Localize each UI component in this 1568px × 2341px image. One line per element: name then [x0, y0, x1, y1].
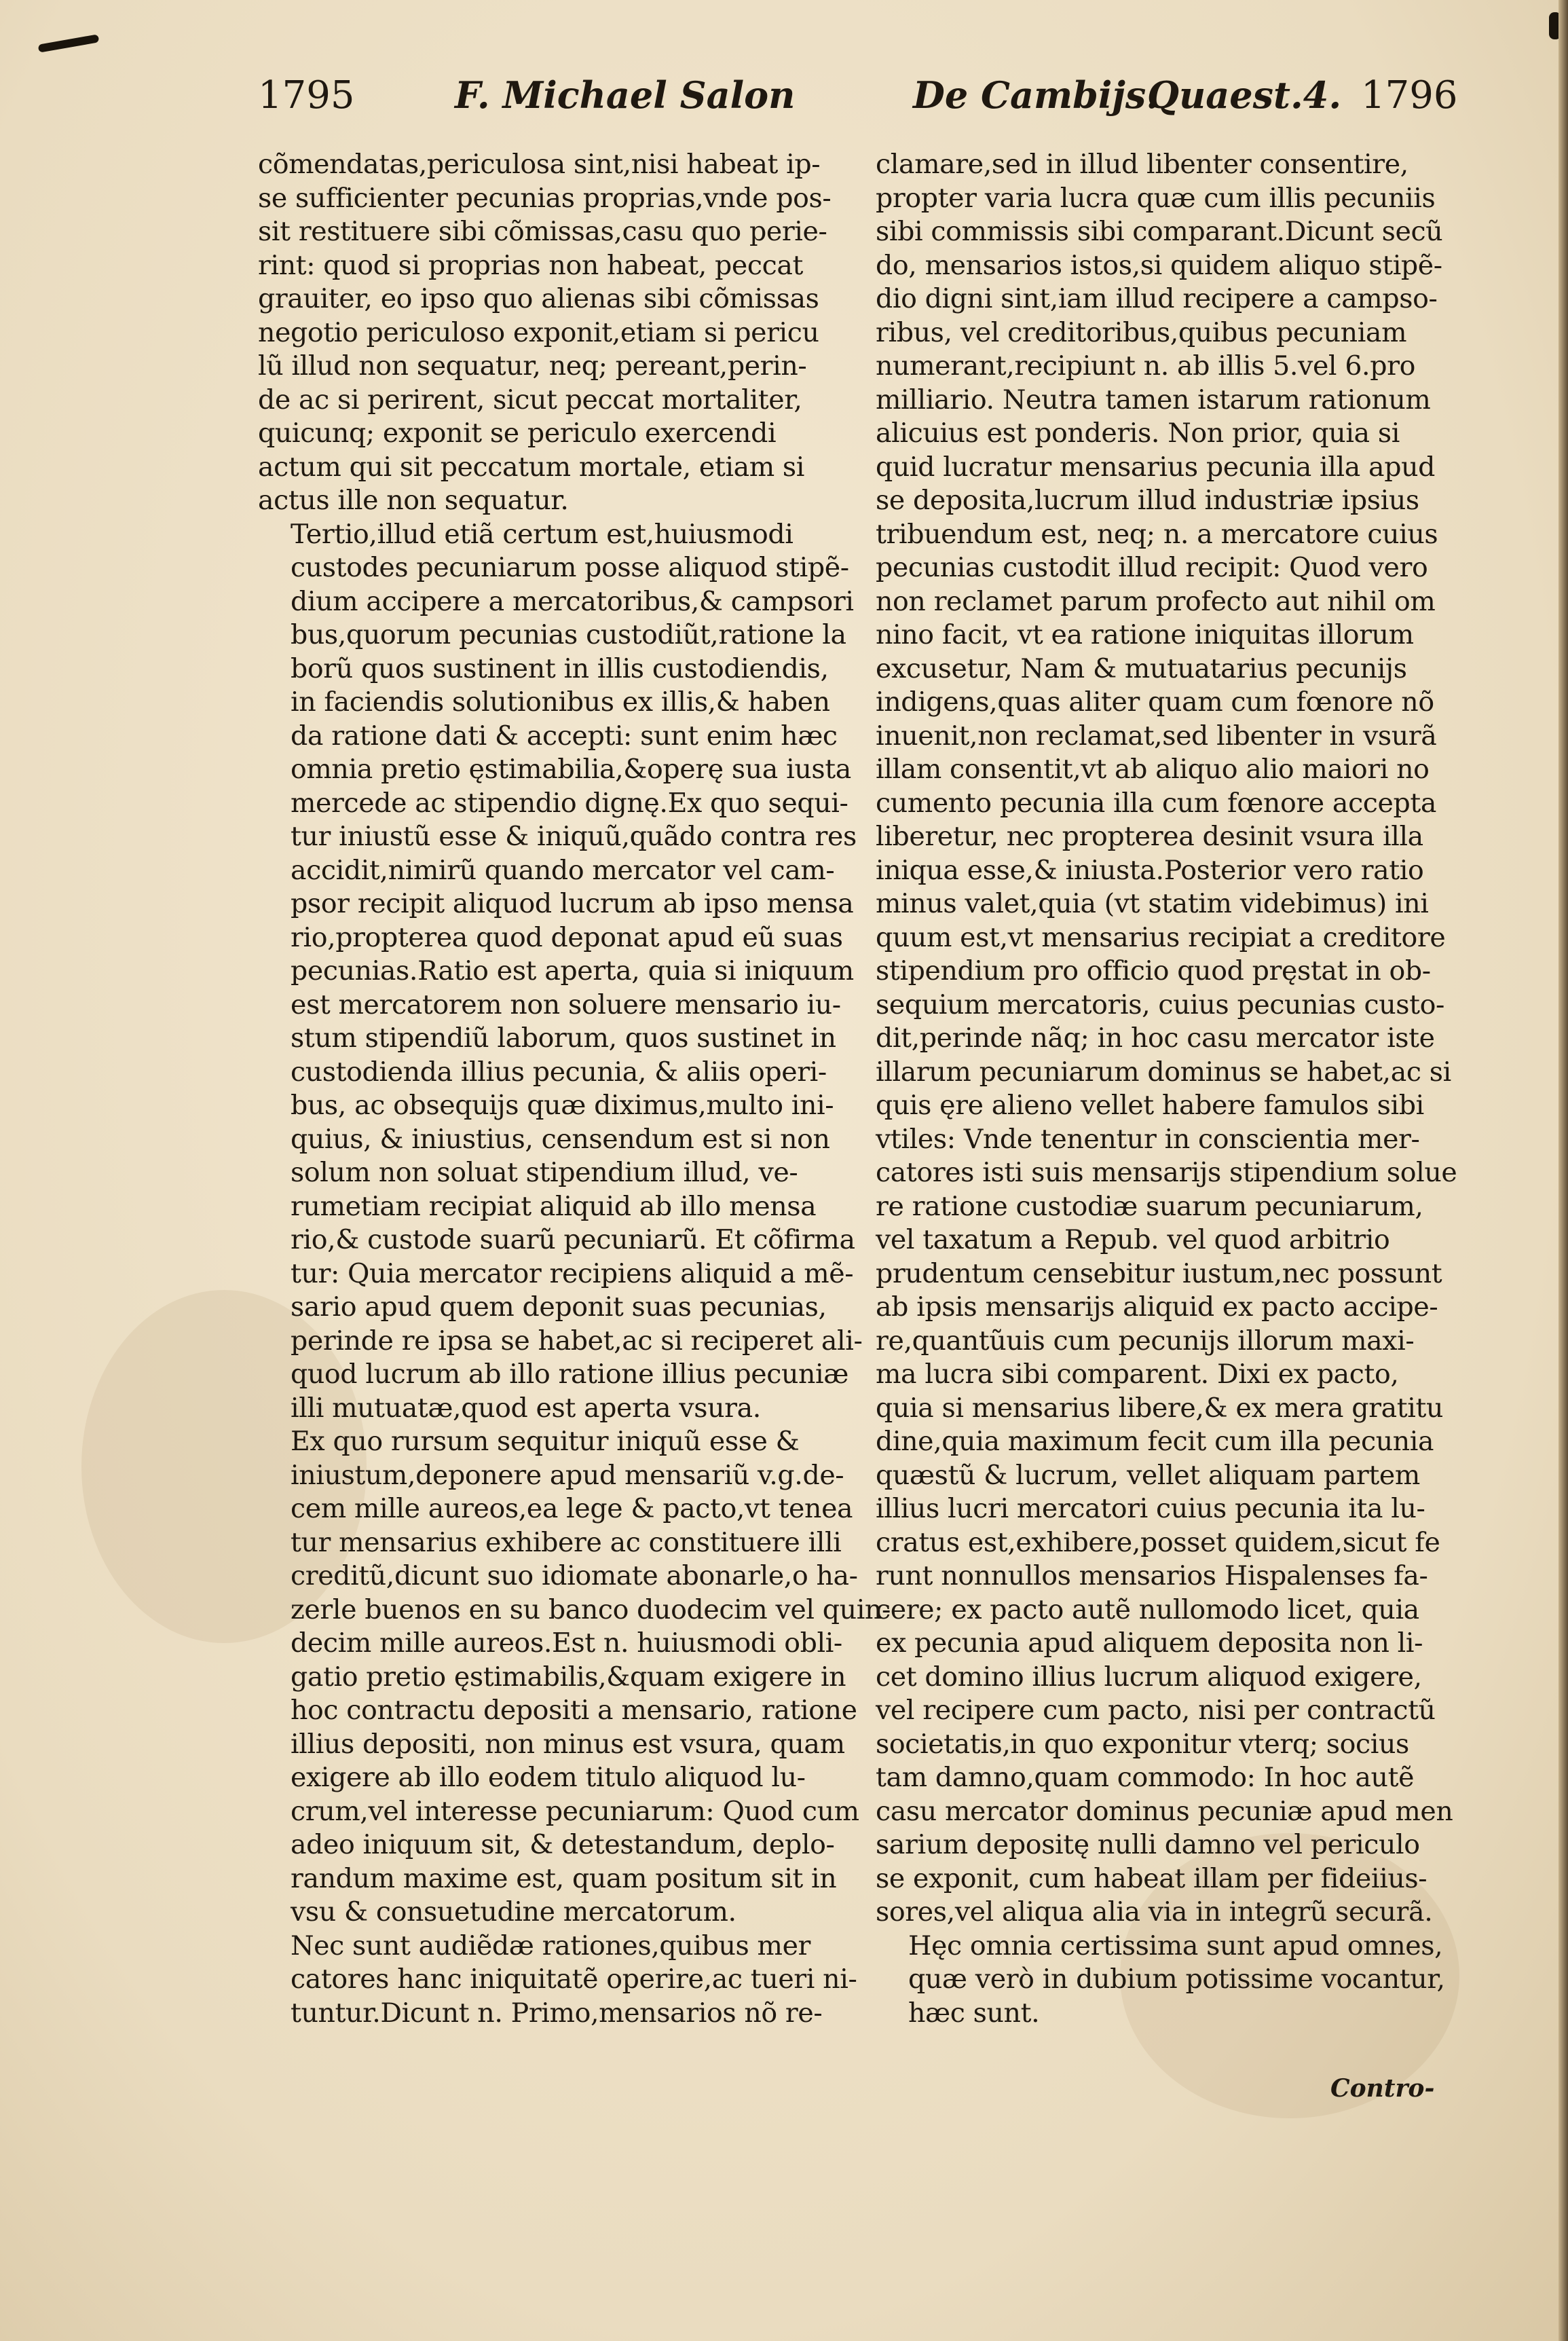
text-line: gatio pretio ęstimabilis,&quam exigere in [291, 1661, 846, 1693]
text-line: propter varia lucra quæ cum illis pecuniis [876, 182, 1436, 214]
text-line: borũ quos sustinent in illis custodiendis, [291, 652, 829, 684]
text-line: illam consentit,vt ab aliquo alio maiori no [876, 754, 1430, 785]
text-line: sequium mercatoris, cuius pecunias custo- [876, 989, 1444, 1020]
text-line: dine,quia maximum fecit cum illa pecunia [876, 1426, 1434, 1457]
text-line: cere; ex pacto autẽ nullomodo licet, quia [876, 1593, 1419, 1625]
text-line: exigere ab illo eodem titulo aliquod lu- [291, 1762, 806, 1793]
text-line: pecunias custodit illud recipit: Quod vero [876, 552, 1428, 583]
text-line: iniustum,deponere apud mensariũ v.g.de- [291, 1459, 844, 1491]
text-line: inuenit,non reclamat,sed libenter in vsurã [876, 720, 1437, 752]
text-line: rio,propterea quod deponat apud eũ suas [291, 921, 843, 953]
text-line: se deposita,lucrum illud industriæ ipsius [876, 485, 1419, 516]
text-line: decim mille aureos.Est n. huiusmodi obli- [291, 1627, 842, 1659]
text-line: quæstũ & lucrum, vellet aliquam partem [876, 1459, 1420, 1491]
text-line: illius lucri mercatori cuius pecunia ita lu- [876, 1493, 1425, 1524]
paragraph [258, 1425, 891, 1930]
text-line: rio,& custode suarũ pecuniarũ. Et cõfirma [291, 1224, 855, 1255]
paragraph [258, 1930, 857, 2031]
text-line: rumetiam recipiat aliquid ab illo mensa [291, 1190, 817, 1222]
text-line: Tertio,illud etiã certum est,huiusmodi [291, 518, 794, 550]
text-line: rint: quod si proprias non habeat, peccat [258, 249, 803, 281]
text-line: quæ verò in dubium potissime vocantur, [908, 1964, 1445, 1995]
text-line: cet domino illius lucrum aliquod exigere, [876, 1661, 1422, 1693]
text-line: runt nonnullos mensarios Hispalenses fa- [876, 1560, 1428, 1591]
text-line: custodienda illius pecunia, & aliis operi- [291, 1056, 827, 1088]
text-line: stipendium pro officio quod pręstat in ob- [876, 955, 1431, 987]
text-line: re ratione custodiæ suarum pecuniarum, [876, 1190, 1423, 1222]
text-line: in faciendis solutionibus ex illis,& haben [291, 686, 830, 718]
text-line: tribuendum est, neq; n. a mercatore cuius [876, 518, 1438, 550]
text-line: perinde re ipsa se habet,ac si reciperet ali- [291, 1325, 863, 1357]
text-line: cumento pecunia illa cum fœnore accepta [876, 787, 1437, 819]
ink-mark [38, 34, 100, 52]
folio-number-left: 1795 [258, 73, 355, 117]
text-line: vel recipere cum pacto, nisi per contractũ [876, 1695, 1436, 1726]
text-line: vel taxatum a Repub. vel quod arbitrio [876, 1224, 1390, 1255]
text-line: vtiles: Vnde tenentur in conscientia mer- [876, 1123, 1420, 1155]
page-edge [1558, 0, 1568, 2341]
text-line: quod lucrum ab illo ratione illius pecuniæ [291, 1359, 849, 1390]
text-line: tur mensarius exhibere ac constituere illi [291, 1526, 842, 1558]
text-line: liberetur, nec propterea desinit vsura illa [876, 821, 1423, 852]
text-line: se sufficienter pecunias proprias,vnde pos- [258, 182, 832, 214]
text-line: sarium depositę nulli damno vel periculo [876, 1829, 1420, 1860]
running-header [204, 73, 1458, 134]
text-line: Nec sunt audiẽdæ rationes,quibus mer [291, 1930, 811, 1961]
text-line: pecunias.Ratio est aperta, quia si iniquum [291, 955, 854, 987]
text-line: omnia pretio ęstimabilia,&operę sua iusta [291, 754, 851, 785]
text-column-left [258, 148, 891, 2030]
text-line: ma lucra sibi comparent. Dixi ex pacto, [876, 1359, 1399, 1390]
folio-number-right: 1796 [1361, 73, 1458, 117]
text-line: creditũ,dicunt suo idiomate abonarle,o ha- [291, 1560, 858, 1591]
text-line: catores isti suis mensarijs stipendium solue [876, 1157, 1457, 1188]
text-line: numerant,recipiunt n. ab illis 5.vel 6.pro [876, 350, 1415, 382]
header-quaestio: Quaest.4. [1147, 73, 1342, 117]
text-line: illi mutuatæ,quod est aperta vsura. [291, 1392, 761, 1424]
text-line: ab ipsis mensarijs aliquid ex pacto accipe- [876, 1291, 1438, 1323]
text-line: accidit,nimirũ quando mercator vel cam- [291, 854, 835, 886]
text-line: Ex quo rursum sequitur iniquũ esse & [291, 1426, 800, 1457]
text-line: illius depositi, non minus est vsura, quam [291, 1728, 845, 1760]
text-line: dit,perinde nãq; in hoc casu mercator iste [876, 1022, 1435, 1054]
text-line: catores hanc iniquitatẽ operire,ac tueri ni- [291, 1964, 857, 1995]
text-line: cem mille aureos,ea lege & pacto,vt tenea [291, 1493, 853, 1524]
text-line: Hęc omnia certissima sunt apud omnes, [908, 1930, 1443, 1961]
text-line: alicuius est ponderis. Non prior, quia si [876, 418, 1400, 449]
text-line: quum est,vt mensarius recipiat a creditore [876, 921, 1446, 953]
text-line: casu mercator dominus pecuniæ apud men [876, 1795, 1453, 1827]
text-line: quia si mensarius libere,& ex mera gratitu [876, 1392, 1444, 1424]
text-line: bus,quorum pecunias custodiũt,ratione la [291, 619, 846, 650]
text-line: sario apud quem deponit suas pecunias, [291, 1291, 827, 1323]
text-line: se exponit, cum habeat illam per fideiius- [876, 1862, 1427, 1894]
text-line: dio digni sint,iam illud recipere a campso- [876, 283, 1438, 314]
text-line: cõmendatas,periculosa sint,nisi habeat ip- [258, 149, 821, 180]
text-line: de ac si perirent, sicut peccat mortaliter, [258, 384, 802, 416]
text-line: quicunq; exponit se periculo exercendi [258, 418, 777, 449]
text-line: sores,vel aliqua alia via in integrũ securã. [876, 1896, 1433, 1928]
text-line: clamare,sed in illud libenter consentire, [876, 149, 1408, 180]
text-line: tam damno,quam commodo: In hoc autẽ [876, 1762, 1415, 1793]
text-line: adeo iniquum sit, & detestandum, deplo- [291, 1829, 835, 1860]
catchword: Contro- [1330, 2074, 1435, 2103]
text-line: hæc sunt. [908, 1997, 1040, 2029]
text-line: crum,vel interesse pecuniarum: Quod cum [291, 1795, 859, 1827]
text-line: re,quantũuis cum pecunijs illorum maxi- [876, 1325, 1415, 1357]
paragraph [258, 518, 863, 1426]
text-line: dium accipere a mercatoribus,& campsori [291, 585, 854, 617]
text-line: tur iniustũ esse & iniquũ,quãdo contra res [291, 821, 857, 852]
text-line: quis ęre alieno vellet habere famulos sibi [876, 1090, 1424, 1121]
text-line: actus ille non sequatur. [258, 485, 569, 516]
text-line: mercede ac stipendio dignę.Ex quo sequi- [291, 787, 848, 819]
text-line: do, mensarios istos,si quidem aliquo stipẽ- [876, 249, 1442, 281]
text-line: solum non soluat stipendium illud, ve- [291, 1157, 798, 1188]
paragraph [876, 1930, 1446, 2031]
text-line: vsu & consuetudine mercatorum. [291, 1896, 736, 1928]
text-line: zerle buenos en su banco duodecim vel quin- [291, 1593, 891, 1625]
text-line: non reclamet parum profecto aut nihil om [876, 585, 1436, 617]
text-line: cratus est,exhibere,posset quidem,sicut fe [876, 1526, 1440, 1558]
text-line: quid lucratur mensarius pecunia illa apud [876, 451, 1436, 483]
text-line: psor recipit aliquod lucrum ab ipso mensa [291, 888, 854, 919]
text-line: iniqua esse,& iniusta.Posterior vero ratio [876, 854, 1424, 886]
text-line: ex pecunia apud aliquem deposita non li- [876, 1627, 1423, 1659]
text-line: hoc contractu depositi a mensario, ratione [291, 1695, 857, 1726]
text-line: sibi commissis sibi comparant.Dicunt secũ [876, 216, 1443, 247]
text-line: randum maxime est, quam positum sit in [291, 1862, 837, 1894]
text-column-right [876, 148, 1457, 2030]
text-line: indigens,quas aliter quam cum fœnore nõ [876, 686, 1434, 718]
text-line: quius, & iniustius, censendum est si non [291, 1123, 830, 1155]
paragraph [258, 148, 832, 518]
paragraph [876, 148, 1457, 1930]
text-line: stum stipendiũ laborum, quos sustinet in [291, 1022, 836, 1054]
text-line: custodes pecuniarum posse aliquod stipẽ- [291, 552, 849, 583]
text-line: excusetur, Nam & mutuatarius pecunijs [876, 652, 1407, 684]
text-line: minus valet,quia (vt statim videbimus) ini [876, 888, 1429, 919]
text-line: est mercatorem non soluere mensario iu- [291, 989, 841, 1020]
text-line: nino facit, vt ea ratione iniquitas illorum [876, 619, 1414, 650]
text-line: negotio periculoso exponit,etiam si pericu [258, 316, 819, 348]
text-line: tuntur.Dicunt n. Primo,mensarios nõ re- [291, 1997, 823, 2029]
text-line: prudentum censebitur iustum,nec possunt [876, 1257, 1442, 1289]
text-line: ribus, vel creditoribus,quibus pecuniam [876, 316, 1407, 348]
text-line: sit restituere sibi cõmissas,casu quo perie- [258, 216, 827, 247]
text-line: lũ illud non sequatur, neq; pereant,perin- [258, 350, 807, 382]
text-line: milliario. Neutra tamen istarum rationum [876, 384, 1431, 416]
text-line: illarum pecuniarum dominus se habet,ac si [876, 1056, 1451, 1088]
text-line: da ratione dati & accepti: sunt enim hæc [291, 720, 838, 752]
header-author: F. Michael Salon [455, 73, 796, 117]
text-line: societatis,in quo exponitur vterq; socius [876, 1728, 1409, 1760]
text-line: actum qui sit peccatum mortale, etiam si [258, 451, 805, 483]
header-topic: De Cambijs. [913, 73, 1159, 117]
text-line: bus, ac obsequijs quæ diximus,multo ini- [291, 1090, 834, 1121]
text-line: grauiter, eo ipso quo alienas sibi cõmissas [258, 283, 819, 314]
text-line: tur: Quia mercator recipiens aliquid a mẽ- [291, 1257, 854, 1289]
